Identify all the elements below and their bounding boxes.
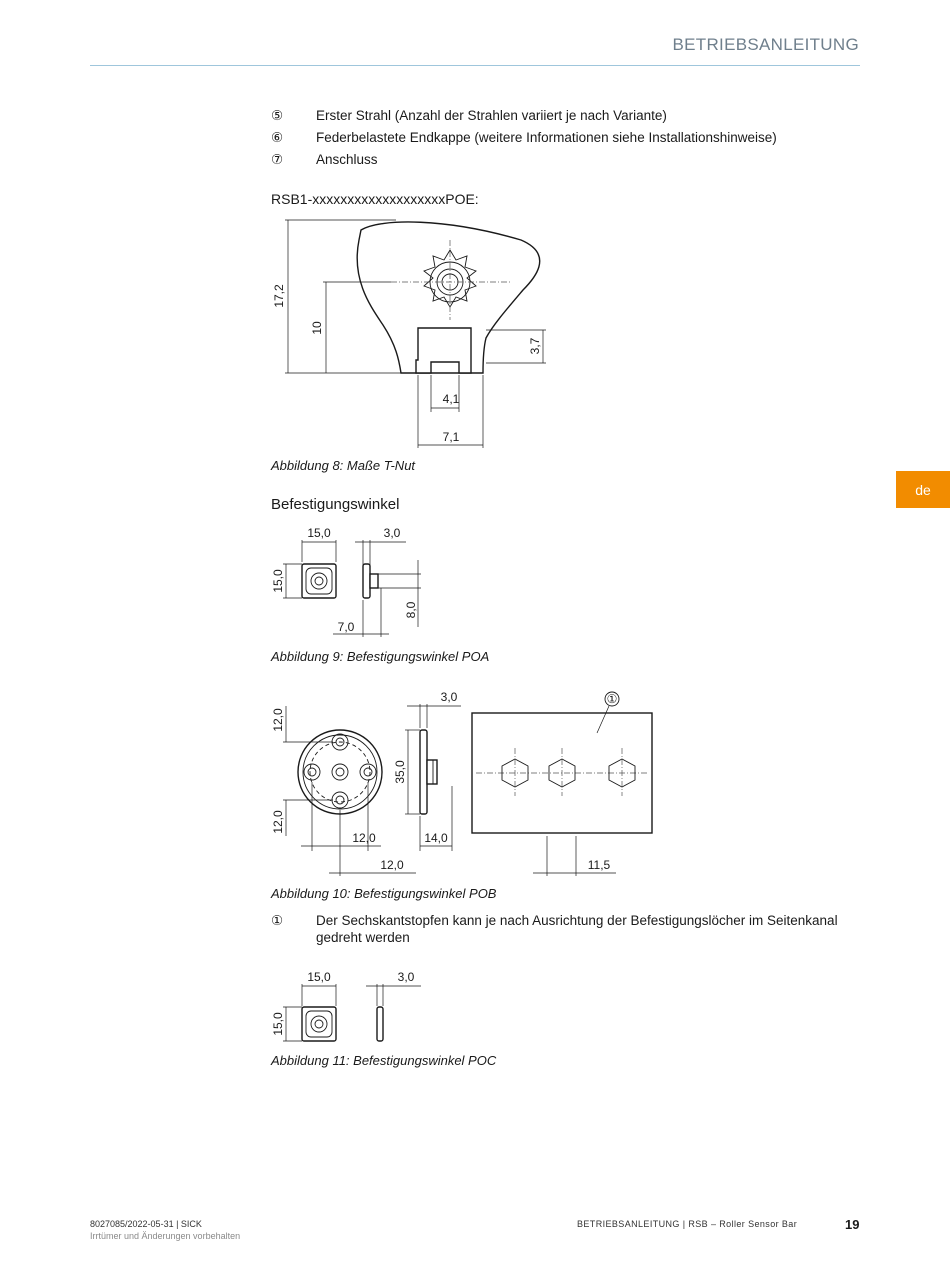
dim-base-width: 7,1 — [442, 430, 460, 444]
dim-height-2: 8,0 — [404, 601, 418, 619]
dim-height: 15,0 — [271, 569, 285, 593]
dim-thickness: 3,0 — [440, 690, 458, 704]
dim-top-offset: 12,0 — [271, 708, 285, 732]
figure-caption: Abbildung 9: Befestigungswinkel POA — [271, 649, 490, 664]
note-text: Der Sechskantstopfen kann je nach Ausrichtung der Befestigungslöcher im Seitenkanal gedreht werden — [316, 913, 838, 945]
dim-width: 15,0 — [307, 526, 331, 540]
footer-left — [90, 1218, 240, 1242]
legend-text: Federbelastete Endkappe (weitere Informationen siehe Installationshinweise) — [316, 130, 777, 145]
dim-width: 15,0 — [307, 970, 331, 984]
figure-caption: Abbildung 10: Befestigungswinkel POB — [271, 886, 497, 901]
dim-depth: 7,0 — [337, 620, 355, 634]
dim-height-center: 10 — [310, 321, 324, 335]
dim-height-total: 17,2 — [272, 284, 286, 308]
figure-t-nut-drawing — [271, 210, 561, 455]
page-header-title: BETRIEBSANLEITUNG — [672, 35, 859, 54]
dim-slot-height: 3,7 — [528, 337, 542, 355]
footer-doc-title: BETRIEBSANLEITUNG | RSB – Roller Sensor Bar — [577, 1219, 798, 1229]
dim-slot-width: 4,1 — [442, 392, 460, 406]
legend-number: ⑦ — [271, 152, 284, 167]
callout-number: ① — [606, 692, 618, 706]
dim-diameter: 35,0 — [393, 760, 407, 784]
variant-label: RSB1-xxxxxxxxxxxxxxxxxxxPOE: — [271, 191, 479, 207]
legend-number: ⑥ — [271, 130, 284, 145]
figure-bracket-pob-drawing — [271, 686, 661, 878]
legend-text: Anschluss — [316, 152, 378, 167]
dim-bottom-offset: 12,0 — [271, 810, 285, 834]
language-tab[interactable]: de — [896, 471, 950, 508]
dim-offset-2: 12,0 — [380, 858, 404, 872]
note-number: ① — [271, 913, 284, 928]
dim-thickness: 3,0 — [397, 970, 415, 984]
header-divider — [90, 65, 860, 66]
footer-disclaimer: Irrtümer und Änderungen vorbehalten — [90, 1231, 241, 1241]
figure-caption: Abbildung 11: Befestigungswinkel POC — [271, 1053, 497, 1068]
dim-height: 15,0 — [271, 1012, 285, 1036]
legend-number: ⑤ — [271, 108, 284, 123]
dim-depth: 14,0 — [424, 831, 448, 845]
page-number: 19 — [845, 1217, 860, 1232]
figure-bracket-poa-drawing — [271, 522, 451, 640]
legend-text: Erster Strahl (Anzahl der Strahlen variiert je nach Variante) — [316, 108, 667, 123]
dim-thickness: 3,0 — [383, 526, 401, 540]
dim-spacing: 11,5 — [587, 858, 611, 872]
figure-bracket-poc-drawing — [271, 966, 451, 1048]
dim-offset-1: 12,0 — [352, 831, 376, 845]
footer-doc-ref: 8027085/2022-05-31 | SICK — [90, 1219, 202, 1229]
section-heading: Befestigungswinkel — [271, 496, 400, 513]
figure-caption: Abbildung 8: Maße T-Nut — [271, 458, 416, 473]
